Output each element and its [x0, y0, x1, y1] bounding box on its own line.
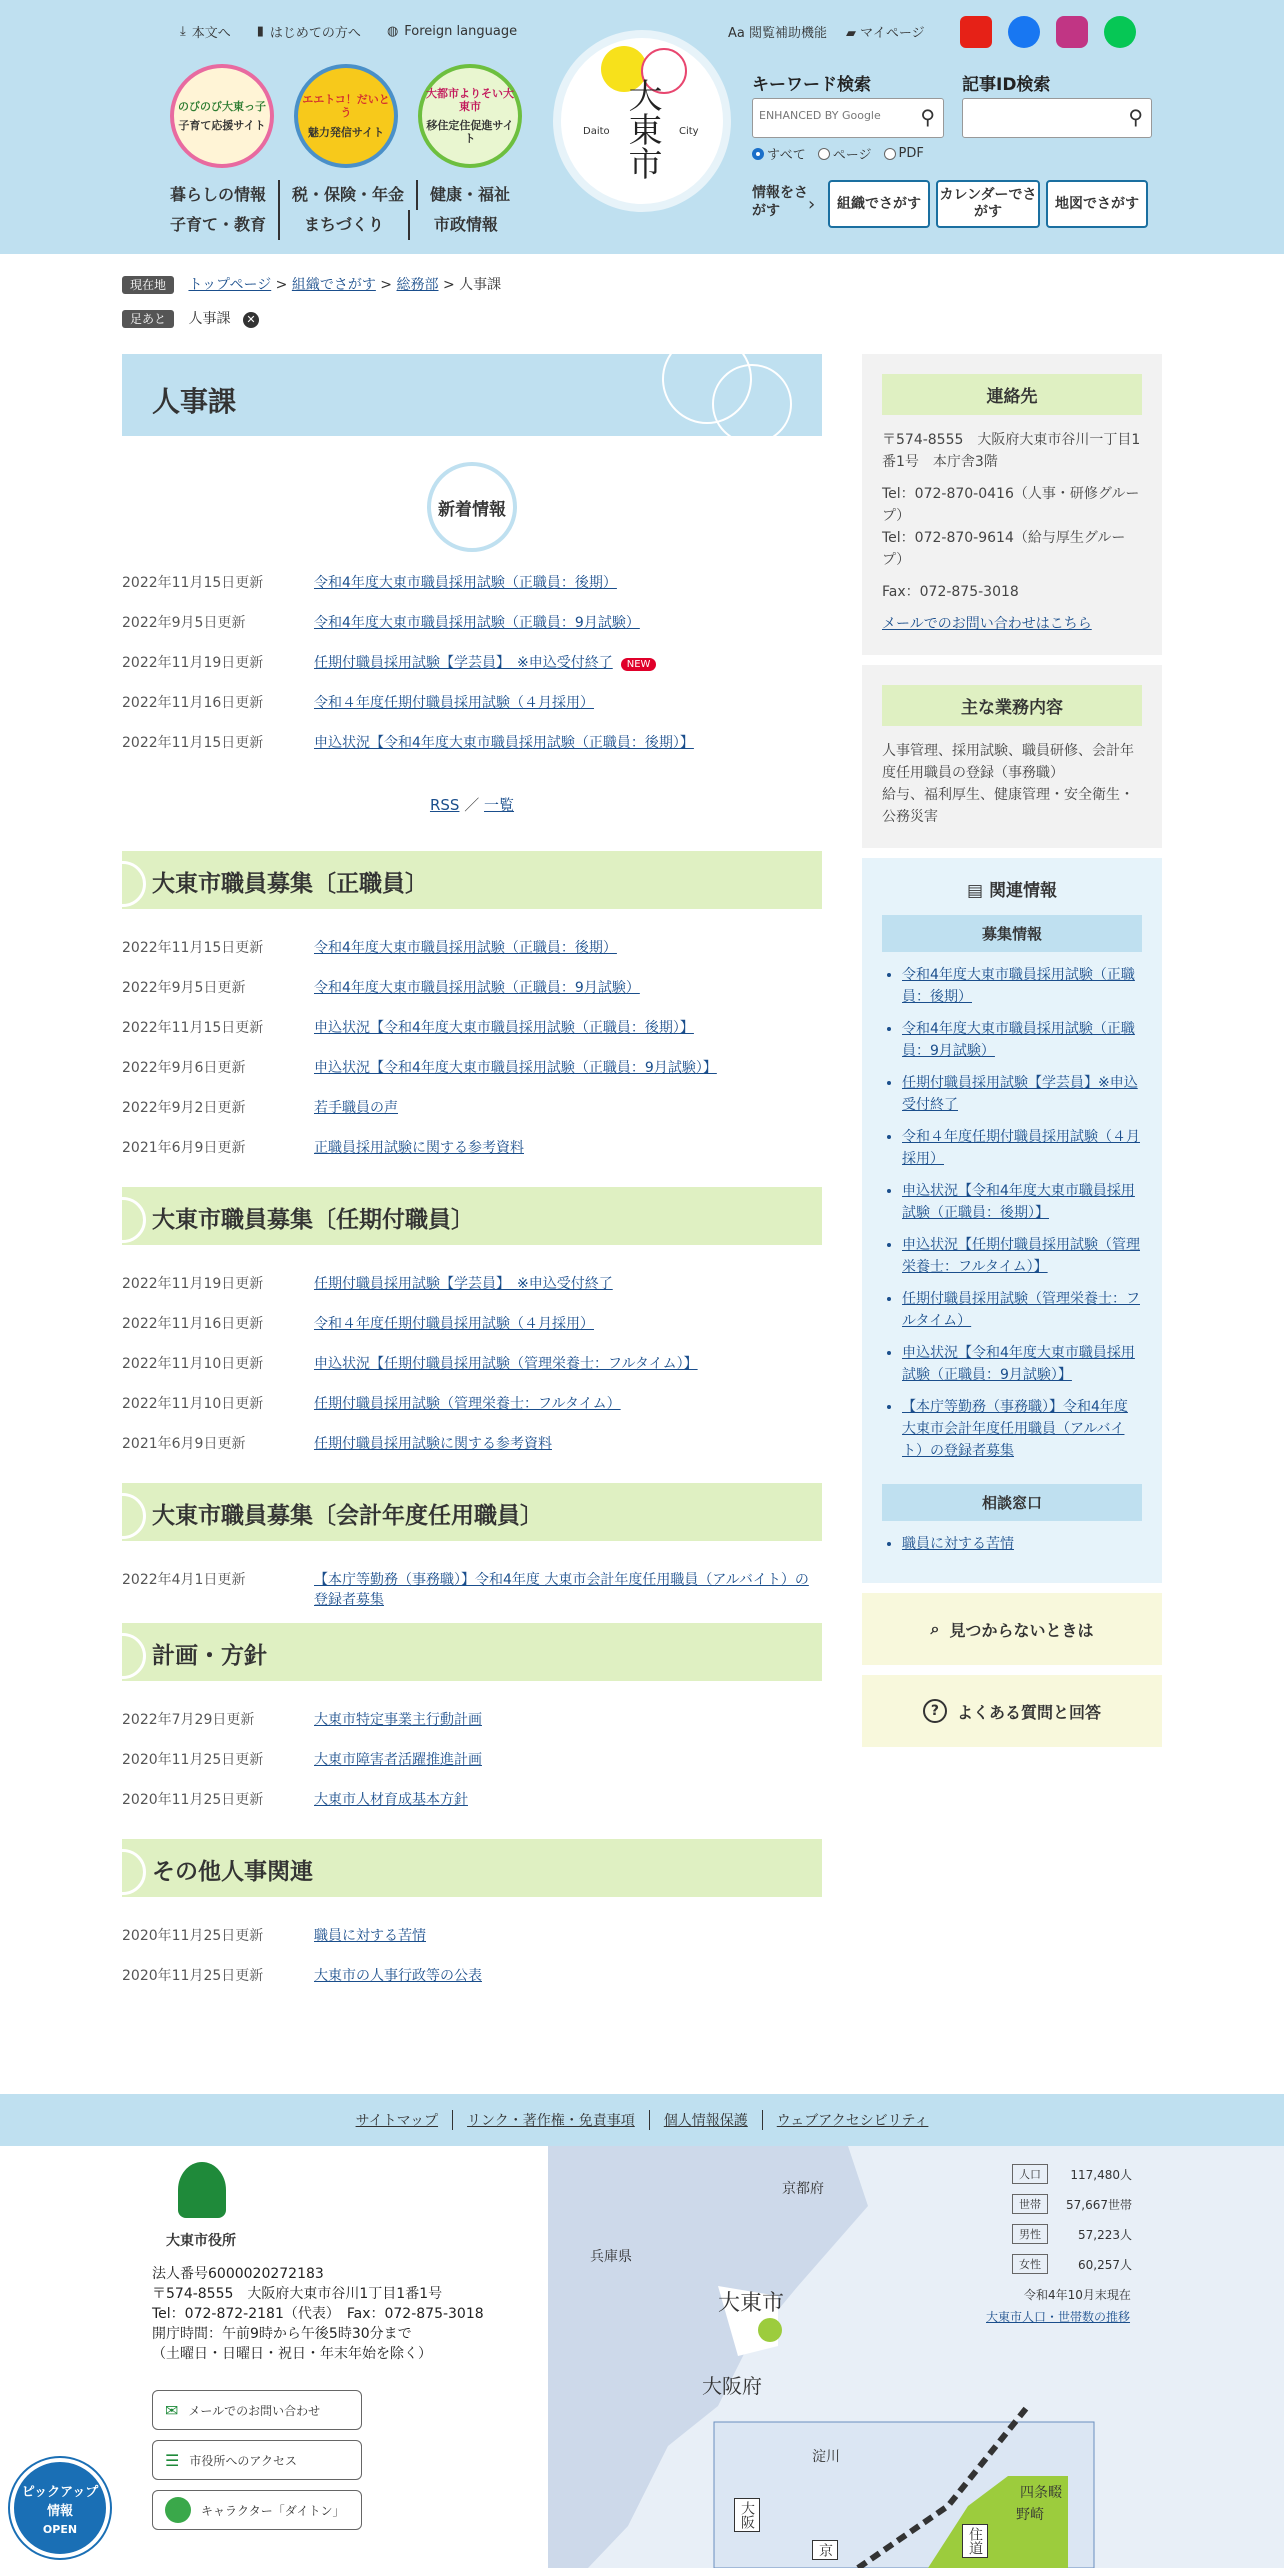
recruit-link[interactable]: • 申込状況【任期付職員採用試験（管理栄養士：フルタイム）】 — [902, 1234, 1142, 1278]
map-label-kyoto: 京都府 — [782, 2181, 824, 2197]
recruit-link[interactable]: • 任期付職員採用試験（管理栄養士：フルタイム） — [902, 1288, 1142, 1332]
heading-decoration — [122, 1849, 146, 1895]
heading-decoration — [122, 861, 146, 907]
duty-heading: 主な業務内容 — [882, 685, 1142, 726]
section-heading: 大東市職員募集〔正職員〕 — [122, 851, 822, 909]
document-icon: ▤ — [967, 881, 989, 901]
crumb-org[interactable]: 組織でさがす — [291, 277, 376, 293]
recruit-link[interactable]: • 令和4年度大東市職員採用試験（正職員：後期） — [902, 964, 1142, 1008]
news-item — [122, 688, 822, 728]
first-visit-link[interactable]: ▮ はじめての方へ — [256, 24, 361, 41]
news-date: 2022年11月15日更新 — [122, 735, 264, 751]
radio-all[interactable]: すべて — [752, 144, 806, 163]
recruit-list — [882, 964, 1142, 1462]
rss-separator: ／ — [464, 796, 480, 814]
item-date: 2021年6月9日更新 — [122, 1436, 246, 1452]
section-item — [122, 1013, 822, 1053]
copyright-link[interactable]: リンク・著作権・免責事項 — [453, 2110, 650, 2130]
search-icon[interactable]: ⚲ — [920, 105, 935, 129]
item-date: 2020年11月25日更新 — [122, 1752, 264, 1768]
nav-town[interactable]: まちづくり — [280, 210, 410, 240]
search-by-calendar-button[interactable]: カレンダーでさがす — [936, 180, 1040, 228]
article-id-input[interactable] — [962, 98, 1152, 138]
radio-page[interactable]: ページ — [818, 144, 872, 163]
youtube-icon[interactable] — [960, 16, 992, 48]
privacy-link[interactable]: 個人情報保護 — [650, 2110, 763, 2130]
contact-address: 〒574-8555 大阪府大東市谷川一丁目1番1号 本庁舎3階 — [882, 432, 1141, 470]
duty-box — [862, 665, 1162, 848]
question-icon: ? — [923, 1699, 947, 1723]
nav-living[interactable]: 暮らしの情報 — [158, 180, 280, 210]
consult-heading: 相談窓口 — [882, 1484, 1142, 1521]
download-icon: ⤓ — [180, 24, 186, 39]
item-link[interactable]: 大東市人材育成基本方針 — [314, 1792, 468, 1808]
contact-fax: Fax：072-875-3018 — [882, 584, 1019, 600]
recruit-link[interactable]: • 申込状況【令和4年度大東市職員採用試験（正職員：後期）】 — [902, 1180, 1142, 1224]
section-item — [122, 1349, 822, 1389]
footer — [0, 2146, 1284, 2568]
news-date: 2022年11月19日更新 — [122, 655, 264, 671]
item-date: 2022年9月6日更新 — [122, 1060, 246, 1076]
area-map — [548, 2146, 1284, 2568]
news-list — [122, 568, 822, 768]
parenting-site-link[interactable]: のびのび大東っ子 子育て応援サイト — [170, 64, 274, 168]
item-link[interactable]: 大東市の人事行政等の公表 — [314, 1968, 482, 1984]
footer-mail-button[interactable]: ✉ メールでのお問い合わせ — [152, 2390, 362, 2430]
history-tag: 足あと — [122, 310, 174, 328]
section-item — [122, 1093, 822, 1133]
category-section — [122, 1623, 822, 1825]
item-link[interactable]: 任期付職員採用試験に関する参考資料 — [314, 1436, 552, 1452]
section-item — [122, 1053, 822, 1093]
footer-access-button[interactable]: ☰ 市役所へのアクセス — [152, 2440, 362, 2480]
item-link[interactable]: 任期付職員採用試験【学芸員】 ※申込受付終了 — [314, 1276, 613, 1292]
map-daito-marker — [758, 2318, 782, 2342]
faq-button[interactable]: ? よくある質問と回答 — [862, 1675, 1162, 1747]
pickup-open-button[interactable]: ピックアップ 情報 OPEN — [10, 2458, 110, 2558]
recruit-link[interactable]: • 【本庁等勤務（事務職）】令和4年度 大東市会計年度任用職員（アルバイト）の登録者募集 — [902, 1396, 1142, 1462]
contact-mail-link[interactable]: メールでのお問い合わせはこちら — [882, 616, 1092, 632]
new-badge: NEW — [621, 658, 657, 671]
footer-links — [0, 2094, 1284, 2146]
item-link[interactable]: 若手職員の声 — [314, 1100, 398, 1116]
nav-education[interactable]: 子育て・教育 — [158, 210, 280, 240]
section-item — [122, 1961, 822, 2001]
history-item[interactable]: 人事課 — [188, 311, 231, 327]
news-heading: 新着情報 — [427, 462, 517, 552]
consult-list — [882, 1533, 1142, 1555]
contact-heading: 連絡先 — [882, 374, 1142, 415]
item-link[interactable]: 令和4年度大東市職員採用試験（正職員：後期） — [314, 940, 617, 956]
item-date: 2020年11月25日更新 — [122, 1968, 264, 1984]
news-item — [122, 648, 822, 688]
main-nav — [158, 180, 522, 240]
section-item — [122, 973, 822, 1013]
item-link[interactable]: 大東市障害者活躍推進計画 — [314, 1752, 482, 1768]
mypage-link[interactable]: ▰ マイページ — [846, 26, 925, 41]
keyword-search-input[interactable]: ENHANCED BY Google ⚲ — [752, 98, 944, 138]
map-label-daito: 大東市 — [718, 2291, 785, 2316]
duty-text-2: 給与、福利厚生、健康管理・安全衛生・公務災害 — [882, 787, 1134, 825]
nav-health[interactable]: 健康・福祉 — [430, 185, 511, 204]
news-item — [122, 728, 822, 768]
not-found-button[interactable]: ⌕ 見つからないときは — [862, 1593, 1162, 1665]
map-label-osaka-station: 大阪 — [734, 2498, 760, 2532]
category-section — [122, 1839, 822, 2001]
top-nav — [180, 22, 517, 41]
site-header — [0, 0, 1284, 254]
item-link[interactable]: 申込状況【任期付職員採用試験（管理栄養士：フルタイム）】 — [314, 1356, 698, 1372]
stat-population: 人口 117,480人 — [1012, 2164, 1132, 2184]
sidebar — [862, 354, 1162, 1757]
contact-tel-1: Tel：072-870-0416（人事・研修グループ） — [882, 486, 1140, 524]
recruit-link[interactable]: • 令和４年度任期付職員採用試験（４月採用） — [902, 1126, 1142, 1170]
news-date: 2022年11月15日更新 — [122, 575, 264, 591]
section-item — [122, 1705, 822, 1745]
item-date: 2020年11月25日更新 — [122, 1792, 264, 1808]
section-item — [122, 1745, 822, 1785]
news-date: 2022年9月5日更新 — [122, 615, 246, 631]
accessibility-link[interactable]: Aa 閲覧補助機能 — [728, 26, 828, 41]
section-item — [122, 1785, 822, 1825]
accessibility-policy-link[interactable]: ウェブアクセシビリティ — [776, 2113, 929, 2129]
item-date: 2022年11月10日更新 — [122, 1396, 264, 1412]
office-closed: （土曜日・日曜日・祝日・年末年始を除く） — [152, 2346, 432, 2362]
skip-to-content-link[interactable]: ⤓ 本文へ — [180, 24, 231, 41]
news-link[interactable]: 任期付職員採用試験【学芸員】 ※申込受付終了 NEW — [314, 652, 822, 672]
item-date: 2022年7月29日更新 — [122, 1712, 255, 1728]
character-icon — [165, 2497, 191, 2523]
recruit-link[interactable]: • 令和4年度大東市職員採用試験（正職員：9月試験） — [902, 1018, 1142, 1062]
sections — [122, 851, 822, 2001]
stat-female: 女性 60,257人 — [1012, 2254, 1132, 2274]
item-link[interactable]: 令和４年度任期付職員採用試験（４月採用） — [314, 1316, 594, 1332]
section-item — [122, 1429, 822, 1469]
news-date: 2022年11月16日更新 — [122, 695, 264, 711]
nav-government[interactable]: 市政情報 — [433, 215, 498, 234]
relocation-site-link[interactable]: 大都市よりそい大東市 移住定住促進サイト — [418, 64, 522, 168]
site-logo[interactable] — [553, 30, 731, 212]
foreign-language-link[interactable]: ◍ Foreign language — [386, 24, 518, 39]
map-label-osaka: 大阪府 — [702, 2374, 762, 2398]
globe-icon: ◍ — [386, 24, 399, 39]
recruit-link[interactable]: • 申込状況【令和4年度大東市職員採用試験（正職員：9月試験）】 — [902, 1342, 1142, 1386]
map-label-hyogo: 兵庫県 — [590, 2249, 632, 2265]
item-date: 2022年9月2日更新 — [122, 1100, 246, 1116]
nav-tax[interactable]: 税・保険・年金 — [280, 180, 418, 210]
logo-city: City — [679, 126, 699, 137]
news-link[interactable]: 申込状況【令和4年度大東市職員採用試験（正職員：後期）】 — [314, 735, 694, 751]
item-link[interactable]: 申込状況【令和4年度大東市職員採用試験（正職員：後期）】 — [314, 1020, 694, 1036]
facebook-icon[interactable] — [1008, 16, 1040, 48]
duty-text-1: 人事管理、採用試験、職員研修、会計年度任用職員の登録（事務職） — [882, 743, 1134, 781]
contact-tel-2: Tel：072-870-9614（給与厚生グループ） — [882, 530, 1126, 568]
news-item — [122, 608, 822, 648]
section-heading: その他人事関連 — [122, 1839, 822, 1897]
item-link[interactable]: 大東市特定事業主行動計画 — [314, 1712, 482, 1728]
item-date: 2021年6月9日更新 — [122, 1140, 246, 1156]
search-scope — [752, 144, 924, 163]
stat-households: 世帯 57,667世帯 — [1012, 2194, 1132, 2214]
city-emblem-icon — [178, 2162, 226, 2218]
category-section — [122, 1187, 822, 1469]
heading-decoration — [122, 1493, 146, 1539]
item-date: 2022年11月10日更新 — [122, 1356, 264, 1372]
heading-decoration — [122, 1633, 146, 1679]
magnifier-doc-icon: ⌕ — [930, 1619, 940, 1638]
news-list-link[interactable]: 一覧 — [484, 796, 515, 814]
heading-decoration — [122, 1197, 146, 1243]
office-address: 〒574-8555 大阪府大東市谷川1丁目1番1号 — [152, 2286, 443, 2302]
item-date: 2022年11月16日更新 — [122, 1316, 264, 1332]
breadcrumb: 現在地 トップページ > 組織でさがす > 総務部 > 人事課 足あと 人事課 ✕ — [122, 274, 501, 328]
crumb-dept[interactable]: 総務部 — [396, 277, 439, 293]
related-heading: ▤ 関連情報 — [967, 881, 1057, 901]
item-date: 2022年11月15日更新 — [122, 1020, 264, 1036]
corp-number: 法人番号6000020272183 — [152, 2266, 324, 2282]
category-section — [122, 851, 822, 1173]
item-link[interactable]: 申込状況【令和4年度大東市職員採用試験（正職員：9月試験）】 — [314, 1060, 717, 1076]
stats-note: 令和4年10月末現在 — [1024, 2288, 1131, 2302]
section-item — [122, 1309, 822, 1349]
section-heading: 大東市職員募集〔会計年度任用職員〕 — [122, 1483, 822, 1541]
item-link[interactable]: 正職員採用試験に関する参考資料 — [314, 1140, 524, 1156]
access-icon: ☰ — [165, 2450, 180, 2470]
category-section — [122, 1483, 822, 1609]
logo-title: 大東市 — [622, 78, 662, 180]
map-graphic — [548, 2146, 1284, 2568]
item-link[interactable]: 【本庁等勤務（事務職）】令和4年度 大東市会計年度任用職員（アルバイト）の登録者募集 — [314, 1572, 809, 1608]
item-link[interactable]: 令和4年度大東市職員採用試験（正職員：9月試験） — [314, 980, 640, 996]
sitemap-link[interactable]: サイトマップ — [342, 2110, 453, 2130]
search-by-map-button[interactable]: 地図でさがす — [1046, 180, 1148, 228]
map-label-nozaki: 野崎 — [1016, 2507, 1044, 2523]
radio-pdf[interactable]: PDF — [884, 144, 924, 163]
item-date: 2022年4月1日更新 — [122, 1572, 246, 1588]
attraction-site-link[interactable]: エエトコ！だいとう 魅力発信サイト — [294, 64, 398, 168]
section-item — [122, 1269, 822, 1309]
section-item — [122, 1389, 822, 1429]
news-link[interactable]: 令和4年度大東市職員採用試験（正職員：9月試験） — [314, 615, 640, 631]
item-date: 2022年9月5日更新 — [122, 980, 246, 996]
map-label-yodo: 淀川 — [812, 2449, 840, 2465]
accessibility-icon: Aa — [728, 26, 749, 41]
page-title: 人事課 — [152, 385, 237, 418]
mail-icon: ✉ — [165, 2400, 179, 2420]
article-id-label: 記事ID検索 — [962, 75, 1051, 95]
page-title-bar — [122, 354, 822, 436]
chevron-right-icon: › — [808, 194, 816, 215]
contact-box — [862, 354, 1162, 655]
logo-daito: Daito — [583, 126, 610, 137]
section-item — [122, 1921, 822, 1961]
consult-link[interactable]: • 職員に対する苦情 — [902, 1533, 1142, 1555]
find-label: 情報をさがす — [752, 185, 808, 219]
news-item — [122, 568, 822, 608]
section-heading: 計画・方針 — [122, 1623, 822, 1681]
map-label-shijonawate: 四条畷 — [1020, 2485, 1062, 2501]
folder-icon: ▰ — [846, 26, 861, 41]
rss-link[interactable]: RSS — [429, 796, 460, 814]
search-icon[interactable]: ⚲ — [1128, 105, 1143, 129]
close-icon[interactable]: ✕ — [243, 312, 259, 328]
map-label-suminodo: 住道 — [962, 2524, 988, 2558]
item-date: 2020年11月25日更新 — [122, 1928, 264, 1944]
item-link[interactable]: 職員に対する苦情 — [314, 1928, 426, 1944]
section-item — [122, 933, 822, 973]
rss-links — [122, 794, 822, 815]
current-location-tag: 現在地 — [122, 276, 174, 294]
crumb-top[interactable]: トップページ — [188, 277, 272, 293]
line-icon[interactable] — [1104, 16, 1136, 48]
title-decoration — [712, 364, 792, 436]
map-label-kyo: 京 — [812, 2540, 838, 2560]
item-date: 2022年11月19日更新 — [122, 1276, 264, 1292]
keyword-search-label: キーワード検索 — [752, 75, 871, 95]
related-box — [862, 858, 1162, 1583]
city-office-name: 大東市役所 — [166, 2233, 236, 2249]
item-date: 2022年11月15日更新 — [122, 940, 264, 956]
recruit-heading: 募集情報 — [882, 915, 1142, 952]
stats-trend-link[interactable]: 大東市人口・世帯数の推移 — [986, 2310, 1131, 2324]
office-tel: Tel：072-872-2181（代表） Fax：072-875-3018 — [152, 2306, 484, 2322]
crumb-current: 人事課 — [459, 277, 502, 293]
section-item — [122, 1133, 822, 1173]
book-icon: ▮ — [256, 24, 264, 39]
main-content — [122, 354, 822, 2015]
news-link[interactable]: 令和4年度大東市職員採用試験（正職員：後期） — [314, 575, 617, 591]
item-link[interactable]: 任期付職員採用試験（管理栄養士：フルタイム） — [314, 1396, 621, 1412]
stat-male: 男性 57,223人 — [1012, 2224, 1132, 2244]
recruit-link[interactable]: • 任期付職員採用試験【学芸員】※申込受付終了 — [902, 1072, 1142, 1116]
news-link[interactable]: 令和４年度任期付職員採用試験（４月採用） — [314, 695, 594, 711]
footer-character-button[interactable]: キャラクター「ダイトン」 — [152, 2490, 362, 2530]
section-item — [122, 1565, 822, 1609]
section-heading: 大東市職員募集〔任期付職員〕 — [122, 1187, 822, 1245]
search-by-organization-button[interactable]: 組織でさがす — [828, 180, 930, 228]
instagram-icon[interactable] — [1056, 16, 1088, 48]
office-hours: 開庁時間：午前9時から午後5時30分まで — [152, 2326, 412, 2342]
